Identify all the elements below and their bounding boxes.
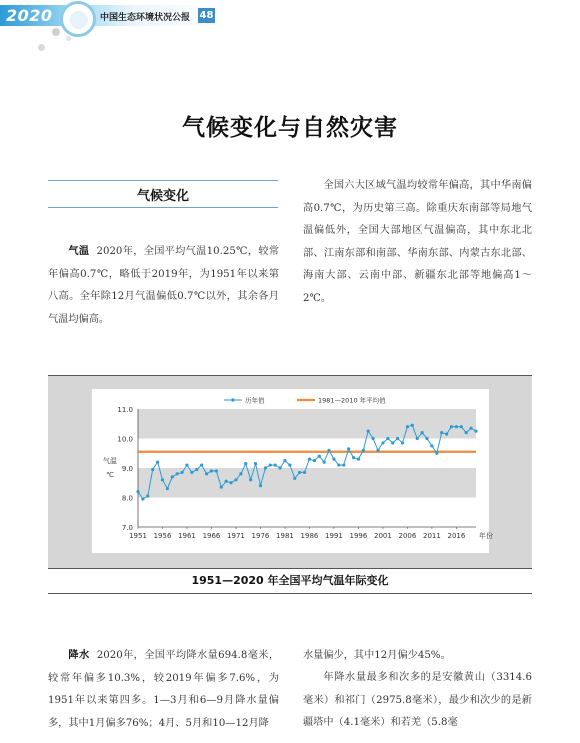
figure-bottom-rule [48,593,532,594]
annual-point-2013 [440,431,443,434]
annual-point-2018 [465,431,468,434]
x-tick-label-11: 2006 [398,532,417,540]
annual-point-1966 [210,469,213,472]
annual-point-1984 [298,471,301,474]
annual-point-1961 [185,463,188,466]
annual-point-1968 [220,486,223,489]
y-tick-label-0: 7.0 [121,524,133,532]
annual-point-1964 [200,463,203,466]
decor-dot-2 [38,44,45,51]
x-tick-label-3: 1966 [202,532,221,540]
annual-point-1999 [372,437,375,440]
shaded-band-1 [138,409,476,439]
annual-point-1956 [161,478,164,481]
x-tick-label-9: 1996 [349,532,368,540]
page-title: 气候变化与自然灾害 [182,115,398,141]
publication-title: 中国生态环境状况公报 [100,13,191,23]
y-tick-label-3: 10.0 [117,435,133,444]
annual-point-1996 [357,458,360,461]
annual-point-2016 [455,425,458,428]
annual-point-1986 [308,458,311,461]
x-tick-label-12: 2011 [422,532,441,540]
annual-point-1959 [176,472,179,475]
annual-point-2010 [425,437,428,440]
report-year: 2020 [6,6,53,25]
annual-point-1992 [337,463,340,466]
page-number: 48 [199,10,214,21]
annual-point-1993 [342,463,345,466]
annual-point-1995 [352,456,355,459]
annual-point-2017 [460,425,463,428]
precipitation-text: 2020年，全国平均降水量694.8毫米，较常年偏多10.3%，较2019年偏多7.6%，为1951年以来第四多。1—3月和6—9月降水量偏多，其中1月偏多76%；4月、5月和10—12月降 [48,650,280,729]
legend-annual-label: 历年值 [245,396,265,405]
annual-point-2009 [421,431,424,434]
y-axis-label: 气温 [103,457,117,465]
annual-point-1977 [264,466,267,469]
annual-point-2002 [386,437,389,440]
precipitation-paragraph [48,645,279,735]
x-tick-label-2: 1961 [178,532,196,540]
x-tick-label-13: 2016 [447,532,466,540]
annual-point-1972 [239,472,242,475]
annual-point-1985 [303,471,306,474]
section-title: 气候变化 [136,189,189,204]
x-tick-label-8: 1991 [325,532,343,540]
annual-point-1975 [254,462,257,465]
annual-point-1998 [367,430,370,433]
regions-text: 全国六大区域气温均较常年偏高，其中华南偏高0.7℃，为历史第三高。除重庆东南部等局地气温偏低外，全国大部地区气温偏高，其中东北北部、江南东部和南部、华南东部、内蒙古东北部、海南大部、云南中部、新疆东北部等地偏高1～2℃。 [303,180,532,304]
page-header [0,0,580,34]
annual-point-2005 [401,441,404,444]
x-tick-label-4: 1971 [227,532,245,540]
legend-mean-label: 1981—2010 年平均值 [318,396,386,405]
annual-point-1989 [323,461,326,464]
annual-point-2004 [396,437,399,440]
annual-point-2001 [381,441,384,444]
y-tick-label-2: 9.0 [121,465,133,473]
precipitation-lead: 降水 [68,650,90,661]
temperature-lead: 气温 [68,246,90,257]
temperature-text: 2020年，全国平均气温10.25℃，较常年偏高0.7℃，略低于2019年，为1951年以来第八高。全年除12月气温偏低0.7℃以外，其余各月气温均偏高。 [48,246,279,325]
header-ring-inner [68,9,90,31]
annual-point-2008 [416,437,419,440]
annual-point-1983 [293,477,296,480]
annual-point-1981 [283,459,286,462]
section-heading-box [48,180,278,208]
annual-point-2006 [406,425,409,428]
annual-point-1962 [190,471,193,474]
x-tick-label-1: 1956 [153,532,172,540]
annual-point-2019 [470,427,473,430]
x-tick-label-5: 1976 [251,532,270,540]
regions-paragraph [303,175,532,310]
decor-dot-3 [66,36,71,41]
annual-point-1974 [249,478,252,481]
annual-point-1982 [288,463,291,466]
annual-point-2014 [445,432,448,435]
precipitation-extremes-text: 年降水量最多和次多的是安徽黄山（3314.6毫米）和祁门（2975.8毫米），最少和次少的是新疆塔中（4.1毫米）和若羌（5.8毫 [303,672,532,728]
annual-point-1994 [347,447,350,450]
temperature-paragraph [48,241,279,331]
precipitation-extremes-paragraph [303,667,532,735]
annual-point-1960 [180,471,183,474]
annual-point-1978 [269,463,272,466]
precipitation-text-continued: 水量偏少，其中12月偏少45%。 [303,650,451,661]
annual-point-1953 [146,494,149,497]
annual-point-1988 [318,455,321,458]
annual-point-2007 [411,424,414,427]
annual-point-1969 [225,480,228,483]
annual-point-1951 [136,490,139,493]
precipitation-continued [303,645,532,668]
legend-annual-marker [231,398,234,401]
temperature-chart [92,389,493,553]
annual-point-1970 [229,481,232,484]
annual-point-2015 [450,425,453,428]
annual-point-1980 [278,466,281,469]
annual-point-1965 [205,472,208,475]
annual-point-1991 [332,458,335,461]
annual-point-2020 [474,430,477,433]
x-tick-label-7: 1986 [300,532,319,540]
x-tick-label-6: 1981 [276,532,294,540]
annual-point-1955 [156,461,159,464]
annual-point-1957 [166,487,169,490]
shaded-band-0 [138,468,476,498]
annual-point-1990 [327,449,330,452]
annual-point-1963 [195,468,198,471]
decor-dot-1 [52,28,60,36]
annual-point-1997 [362,449,365,452]
annual-point-1976 [259,484,262,487]
x-tick-label-10: 2001 [374,532,392,540]
figure-caption: 1951—2020 年全国平均气温年际变化 [191,574,389,587]
y-tick-label-1: 8.0 [121,494,133,503]
annual-point-1967 [215,469,218,472]
annual-point-1952 [141,497,144,500]
annual-point-1987 [313,459,316,462]
y-tick-label-4: 11.0 [117,406,133,414]
annual-point-1954 [151,468,154,471]
annual-point-2012 [435,452,438,455]
annual-point-1979 [274,463,277,466]
annual-point-1958 [171,475,174,478]
annual-point-1971 [234,478,237,481]
annual-point-1973 [244,462,247,465]
x-tick-label-0: 1951 [129,532,147,540]
annual-point-2000 [376,449,379,452]
x-axis-label: 年份 [479,532,493,540]
y-axis-unit: ℃ [106,471,114,479]
annual-point-2003 [391,441,394,444]
annual-point-2011 [430,444,433,447]
